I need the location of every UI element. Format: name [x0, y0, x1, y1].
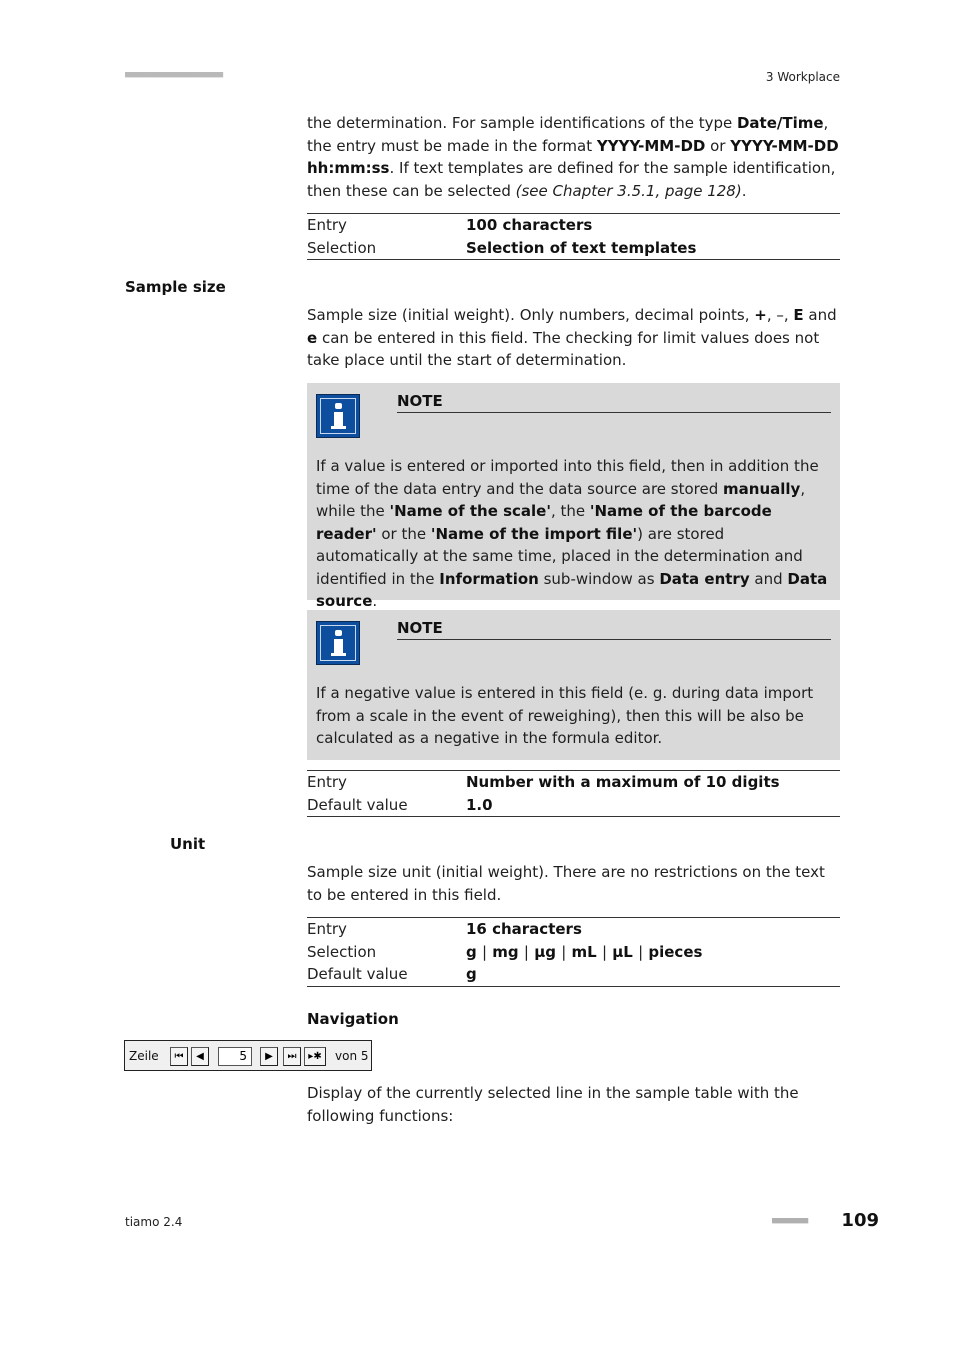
- note-box: [307, 610, 840, 760]
- sample-size-paragraph: Sample size (initial weight). Only numbers, decimal points, +, –, E and e can be entered in this field. The checking for limit values does not take place until the start of determination.: [307, 306, 837, 369]
- table-key: Default value: [307, 795, 408, 814]
- parameter-table-sample-size: [307, 770, 840, 817]
- table-row: [307, 771, 840, 794]
- next-row-button[interactable]: ▶: [260, 1047, 278, 1066]
- table-value: g | mg | µg | mL | µL | pieces: [466, 942, 703, 961]
- table-row: [307, 237, 840, 260]
- navigation-widget: [124, 1040, 372, 1071]
- section-heading-unit: Unit: [170, 835, 206, 853]
- row-count-label: von 5: [335, 1049, 369, 1063]
- footer-decoration: ■■■■■■■■: [772, 1217, 808, 1226]
- section-heading-navigation: Navigation: [307, 1010, 399, 1028]
- table-key: Entry: [307, 773, 347, 791]
- row-number-field[interactable]: 5: [218, 1047, 252, 1066]
- info-icon: [316, 394, 360, 438]
- header-decoration: ■■■■■■■■■■■■■■■■■■■■■■: [125, 71, 223, 79]
- chapter-title: 3 Workplace: [765, 70, 840, 84]
- note-text: If a negative value is entered in this field (e. g. during data import from a scale in the event of reweighing), then this will be also be calculated as a negative in the formula editor.: [316, 684, 814, 747]
- parameter-table-sample-id: [307, 213, 840, 260]
- table-row: [307, 214, 840, 237]
- page-number: 109: [841, 1210, 879, 1231]
- table-row: [307, 963, 840, 986]
- section-heading-sample-size: Sample size: [125, 278, 226, 296]
- note-text: If a value is entered or imported into this field, then in addition the time of the data entry and the data source are stored manually, while the 'Name of the scale', the 'Name of the barcode reader' or the 'Name of the import file') are stored automatically at the same time, placed in the determination and identified in the Information sub-window as Data entry and Data source.: [316, 457, 828, 610]
- table-key: Default value: [307, 965, 408, 983]
- previous-row-button[interactable]: ◀: [191, 1047, 209, 1066]
- product-name: tiamo 2.4: [125, 1215, 183, 1229]
- table-row: [307, 794, 840, 817]
- first-row-button[interactable]: ⏮: [170, 1047, 188, 1066]
- row-label: Zeile: [129, 1049, 159, 1063]
- table-value: Selection of text templates: [466, 238, 697, 257]
- intro-paragraph: the determination. For sample identifications of the type Date/Time, the entry must be made in the format YYYY-MM-DD or YYYY-MM-DD hh:mm:ss. If text templates are defined for the sample identification, then these can be selected (see Chapter 3.5.1, page 128).: [307, 114, 839, 200]
- table-key: Selection: [307, 942, 377, 961]
- info-icon: [316, 621, 360, 665]
- table-value: 16 characters: [466, 920, 582, 938]
- last-row-button[interactable]: ⏭: [283, 1047, 301, 1066]
- note-title: NOTE: [397, 618, 831, 640]
- navigation-paragraph: Display of the currently selected line in the sample table with the following functions:: [307, 1084, 799, 1125]
- table-key: Entry: [307, 920, 347, 938]
- table-value: 1.0: [466, 795, 493, 814]
- new-row-button[interactable]: ▸✱: [304, 1047, 326, 1066]
- table-key: Entry: [307, 216, 347, 234]
- table-row: [307, 941, 840, 964]
- unit-paragraph: Sample size unit (initial weight). There are no restrictions on the text to be entered in this field.: [307, 863, 825, 904]
- table-value: g: [466, 965, 477, 983]
- note-title: NOTE: [397, 391, 831, 413]
- table-key: Selection: [307, 238, 377, 257]
- table-value: 100 characters: [466, 216, 593, 234]
- table-value: Number with a maximum of 10 digits: [466, 773, 780, 791]
- parameter-table-unit: [307, 917, 840, 987]
- note-box: [307, 383, 840, 610]
- table-row: [307, 918, 840, 941]
